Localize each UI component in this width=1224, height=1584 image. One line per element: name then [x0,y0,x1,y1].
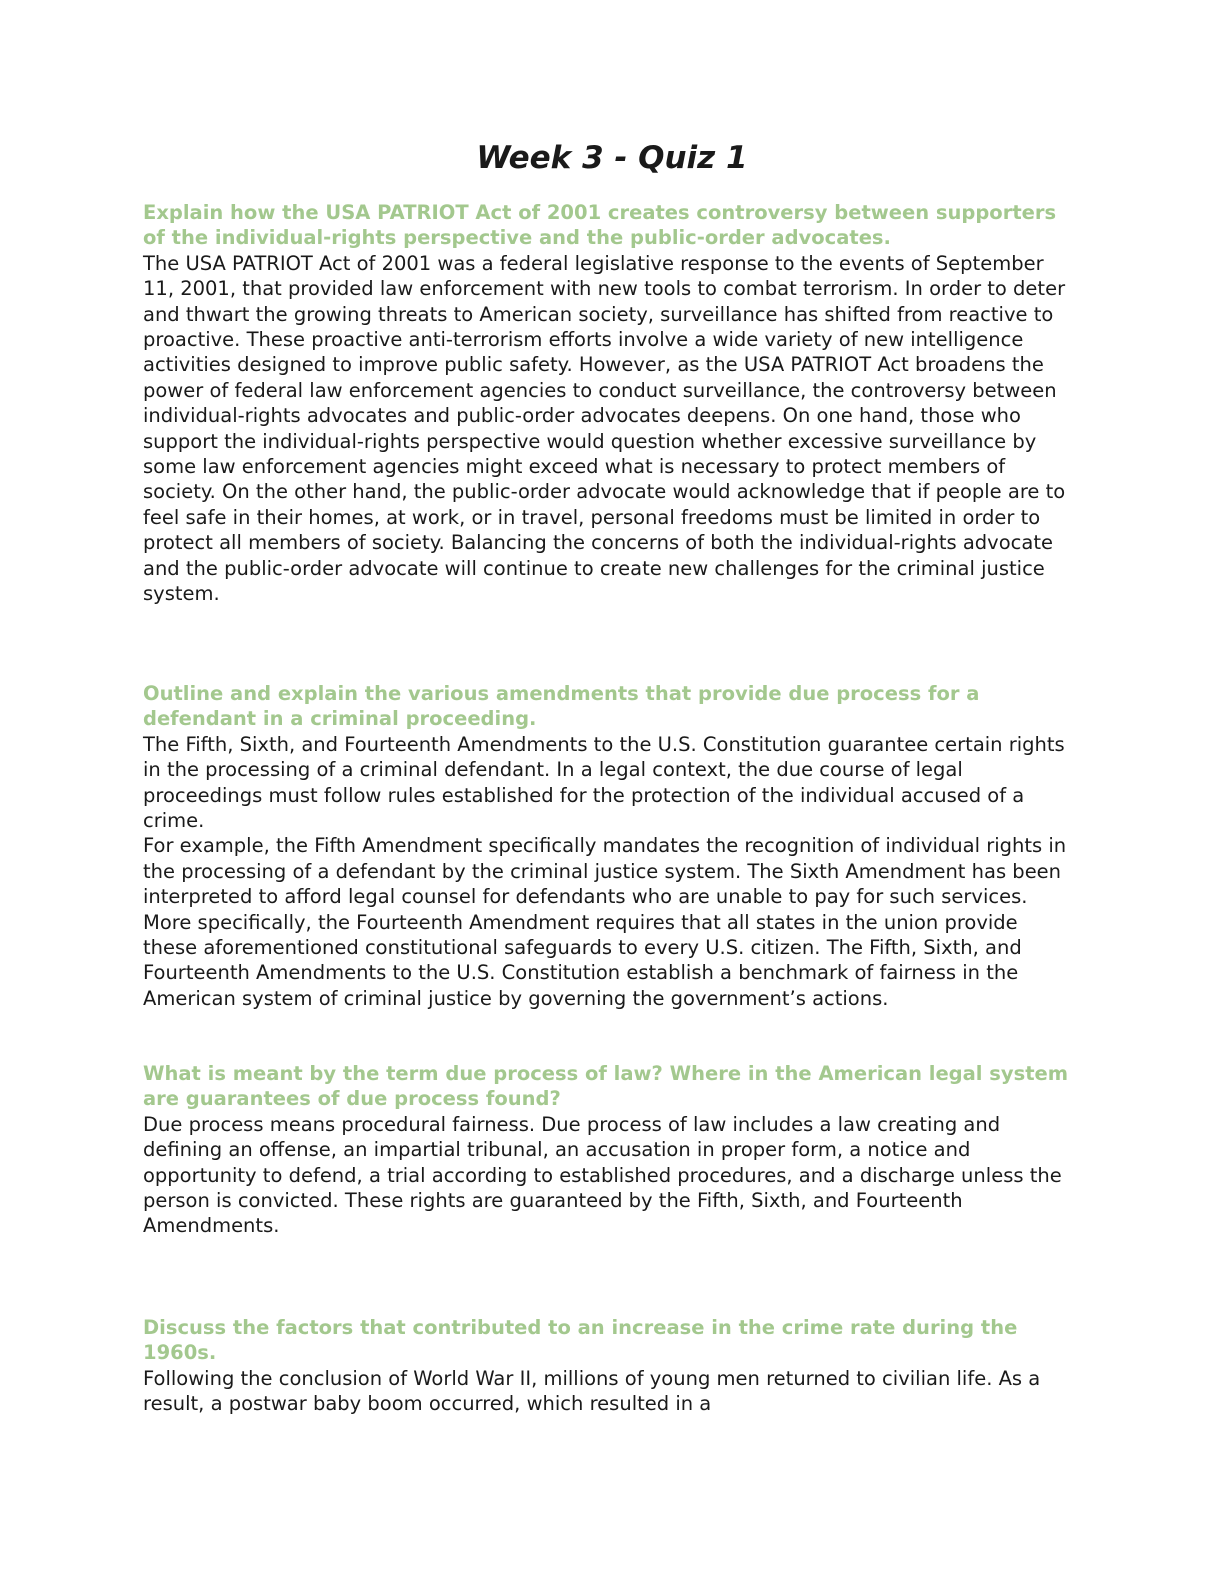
answer-paragraph: The USA PATRIOT Act of 2001 was a federal legislative response to the events of September 11, 2001, that provided law enforcement with new tools to combat terrorism. In order to deter and thwart the growing threats to American society, surveillance has shifted from reactive to proactive. These proactive anti-terrorism efforts involve a wide variety of new intelligence activities designed to improve public safety. However, as the USA PATRIOT Act broadens the power of federal law enforcement agencies to conduct surveillance, the controversy between individual-rights advocates and public-order advocates deepens. On one hand, those who support the individual-rights perspective would question whether excessive surveillance by some law enforcement agencies might exceed what is necessary to protect members of society. On the other hand, the public-order advocate would acknowledge that if people are to feel safe in their homes, at work, or in travel, personal freedoms must be limited in order to protect all members of society. Balancing the concerns of both the individual-rights advocate and the public-order advocate will continue to create new challenges for the criminal justice system. [143,251,1066,606]
question-section-4 [143,1315,1073,1417]
question-heading: What is meant by the term due process of law? Where in the American legal system are guarantees of due process found? [143,1062,1069,1111]
question-heading: Discuss the factors that contributed to an increase in the crime rate during the 1960s. [143,1316,1018,1365]
answer-paragraph: For example, the Fifth Amendment specifically mandates the recognition of individual rights in the processing of a defendant by the criminal justice system. The Sixth Amendment has been interpreted to afford legal counsel for defendants who are unable to pay for such services. More specifically, the Fourteenth Amendment requires that all states in the union provide these aforementioned constitutional safeguards to every U.S. citizen. The Fifth, Sixth, and Fourteenth Amendments to the U.S. Constitution establish a benchmark of fairness in the American system of criminal justice by governing the government’s actions. [143,834,1067,1010]
question-heading: Outline and explain the various amendments that provide due process for a defendant in a criminal proceeding. [143,682,980,731]
question-section-1 [143,200,1073,607]
answer-paragraph: Following the conclusion of World War II, millions of young men returned to civilian life. As a result, a postwar baby boom occurred, which resulted in a [143,1366,1041,1416]
answer-paragraph: The Fifth, Sixth, and Fourteenth Amendments to the U.S. Constitution guarantee certain rights in the processing of a criminal defendant. In a legal context, the due course of legal proceedings must follow rules established for the protection of the individual accused of a crime. [143,732,1065,833]
answer-paragraph: Due process means procedural fairness. Due process of law includes a law creating and defining an offense, an impartial tribunal, an accusation in proper form, a notice and opportunity to defend, a trial according to established procedures, and a discharge unless the person is convicted. These rights are guaranteed by the Fifth, Sixth, and Fourteenth Amendments. [143,1112,1062,1238]
page-title: Week 3 - Quiz 1 [476,140,748,176]
question-section-3 [143,1061,1073,1239]
question-section-2 [143,681,1073,1011]
question-heading: Explain how the USA PATRIOT Act of 2001 creates controversy between supporters of the individual-rights perspective and the public-order advocates. [143,201,1057,250]
